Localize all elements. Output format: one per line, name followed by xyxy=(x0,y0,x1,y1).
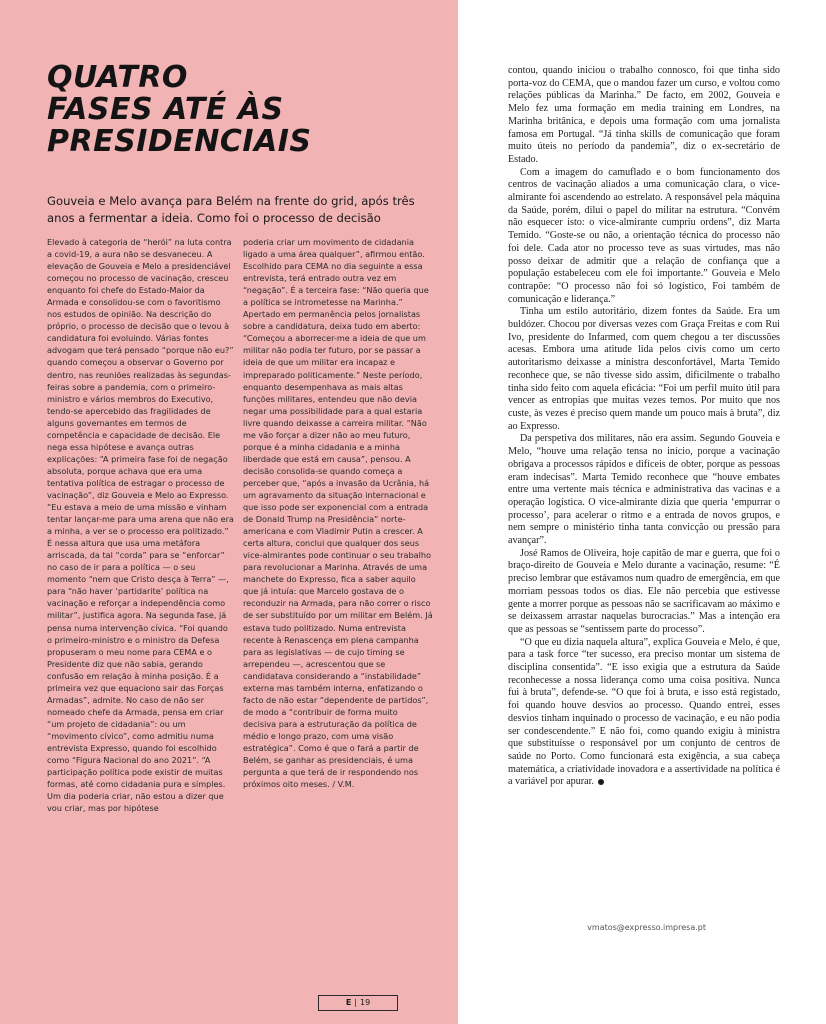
headline-line-3: PRESIDENCIAIS xyxy=(47,124,312,159)
article-paragraph: contou, quando iniciou o trabalho connosco, foi que tinha sido porta-voz do CEMA, que o mandou fazer um curso, e voltou como relações públicas da Marinha.” De facto, em 2002, Gouveia e Melo fez uma formação em media training em Londres, na Marinha britânica, e depois uma formação com uma jornalista famosa em Portugal. “Já tinha skills de comunicação que foram muito úteis no período da pandemia”, diz o ex-secretário de Estado. xyxy=(508,65,780,165)
article-paragraph: Tinha um estilo autoritário, dizem fontes da Saúde. Era um buldózer. Chocou por diversas vezes com Graça Freitas e com Rui Ivo, presidente do Infarmed, com quem chegou a ter discussões acesas. Embora uma atitude lida pelos civis como um certo autoritarismo deixasse a ministra desconfortável, Marta Temido reconhece que, se não tivesse sido assim, dificilmente o trabalho tinha sido feito com aquela eficácia: “Foi um perfil muito útil para vencer as entropias que muitas vezes temos. Por muito que nos custe, às vezes é preciso quem mande um pouco mais à bruta”, diz ao Expresso. xyxy=(508,306,780,432)
article-paragraph-last xyxy=(508,637,780,789)
end-mark-icon xyxy=(598,779,604,785)
page-folio xyxy=(318,995,398,1011)
folio-mark: E xyxy=(345,998,352,1007)
author-email: vmatos@expresso.impresa.pt xyxy=(587,923,706,932)
article-paragraph-text: “O que eu dizia naquela altura”, explica Gouveia e Melo, é que, para a task force “ter sucesso, era preciso montar um sistema de disciplina consentida”. “E isso exigia que a estrutura da Saúde reconhecesse a nossa liderança como uma coisa positiva. Nunca fui à bruta”, defende-se. “O que foi à bruta, e isso está registado, foi quando houve desvios ao processo. Quando entrei, esses desvios tinham inquinado o processo de vacinação, e eu não podia ser condescendente.” E não foi, como quando exigiu à ministra que substituísse o responsável por um conjunto de centros de saúde no Porto. Como funcionará esta exigência, a sua cabeça matemática, a criatividade inovadora e a assertividade na política é a variável por apurar. xyxy=(508,636,780,788)
article-paragraph: Com a imagem do camuflado e o bom funcionamento dos centros de vacinação aliados a uma comunicação clara, o vice-almirante foi ascendendo ao estrelato. A responsável pela máquina da Saúde, porém, dilui o papel do militar na estrutura. “Convém não esquecer isto: o vice-almirante cumpriu ordens”, diz Marta Temido. “Goste-se ou não, a orientação técnica do processo não foi dele. Cada ator no processo teve as suas virtudes, mas não posso deixar de admitir que a relação de confiança que a população estabeleceu com ele foi importante.” Gouveia e Melo contrapõe: “O processo não foi só logístico, Foi também de comunicação e liderança.” xyxy=(508,166,780,305)
main-article-column xyxy=(508,65,780,789)
sidebar-text-right: poderia criar um movimento de cidadania ligado a uma área qualquer”, afirmou então. Escolhido para CEMA no dia seguinte a essa entrevista, terá entrado outra vez em “negação”. É a terceira fase: “Não queria que a política se intrometesse na Marinha.” Apertado em permanência pelos jornalistas sobre a candidatura, deixa tudo em aberto: “Começou a aborrecer-me a ideia de que um militar não podia ter futuro, por se passar a ideia de que um militar era incapaz e impreparado politicamente.” Neste período, enquanto desempenhava as mais altas funções militares, entendeu que não devia negar uma possibilidade para a qual estaria livre quando deixasse a carreira militar. “Não me vão forçar a dizer não ao meu futuro, porque é a minha cidadania e a minha liberdade que está em causa”, pensou. A decisão consolida-se quando começa a perceber que, “após a invasão da Ucrânia, há um agravamento da situação internacional e que isso pode ser exponencial com a entrada de Donald Trump na Presidência” norte-americana e com Vladimir Putin a crescer. A certa altura, conclui que qualquer dos seus vice-almirantes pode continuar o seu trabalho para revolucionar a Marinha. Através de uma manchete do Expresso, fica a saber aquilo que já intuía: que Marcelo gostava de o reconduzir na Armada, para não correr o risco de ser substituído por um militar em Belém. Já estava tudo politizado. Numa entrevista recente à Renascença em plena campanha para as legislativas — de cujo timing se arrependeu —, acrescentou que se candidatava considerando a “instabilidade” externa mas também interna, enfatizando o facto de não estar “dependente de partidos”, de modo a “contribuir de forma muito decisiva para a estruturação da política de médio e longo prazo, com uma visão estratégica”. Como é que o fará a partir de Belém, se ganhar as presidenciais, é uma pergunta a que terá de ir respondendo nos próximos oito meses. / V.M. xyxy=(243,237,433,790)
page-number: 19 xyxy=(359,998,371,1007)
sidebar-column-left xyxy=(47,236,235,814)
standfirst: Gouveia e Melo avança para Belém na frente do grid, após três anos a fermentar a ideia. Como foi o processo de decisão xyxy=(47,194,415,225)
article-paragraph: Da perspetiva dos militares, não era assim. Segundo Gouveia e Melo, “houve uma relação tensa no início, porque a vacinação obrigava a processos rápidos e difíceis de obter, porque as pessoas eram indecisas”. Marta Temido reconhece que “houve embates entre uma vertente mais técnica e administrativa das vacinas e a operação logística. O vice-almirante dizia que queria ‘empurrar o processo’, para acelerar o ritmo e a entrada de novos grupos, e nem sempre o ministério tinha tanta convicção ou pressão para avançar”. xyxy=(508,433,780,547)
folio-separator: | xyxy=(354,998,357,1007)
sidebar-text-left: Elevado à categoria de “herói” na luta contra a covid-19, a aura não se desvaneceu. A elevação de Gouveia e Melo a presidenciável começou no processo de vacinação, cresceu enquanto foi chefe do Estado-Maior da Armada e consolidou-se com o favoritismo nos estudos de opinião. Na descrição do próprio, o processo de decisão que o levou à candidatura foi evoluindo. Várias fontes advogam que terá pensado “porque não eu?” quando começou a observar o Governo por dentro, nas reuniões realizadas às segundas-feiras sobre a pandemia, com o primeiro-ministro e vários membros do Executivo, tendo-se apercebido das fragilidades de alguns governantes em termos de competência e capacidade de decisão. Ele nega essa hipótese e avança outras explicações: “A primeira fase foi de negação absoluta, porque achava que era uma tentativa política de estragar o processo de vacinação”, diz Gouveia e Melo ao Expresso. “Eu estava a meio de uma missão e vinham tentar lançar-me para uma arena que não era a minha, a ver se o processo era politizado.” É nessa altura que usa uma metáfora arriscada, da tal “corda” para se “enforcar” no caso de ir para a política — o seu momento “nem que Cristo desça à Terra” —, para “não haver ‘partidarite’ política na vacinação e reforçar a independência como militar”, justifica agora. Na segunda fase, já pensa numa intervenção cívica. “Foi quando o primeiro-ministro e o ministro da Defesa propuseram o meu nome para CEMA e o Presidente diz que não sabia, gerando confusão em relação à minha posição. É a primeira vez que equaciono sair das Forças Armadas”, admite. No caso de não ser nomeado chefe da Armada, pensa em criar “um projeto de cidadania”: ou um “movimento cívico”, como admitiu numa entrevista Expresso, quando foi escolhido como “Figura Nacional do ano 2021”. “A participação política pode existir de muitas formas, até como cidadania pura e simples. Um dia poderia criar, não estou a dizer que vou criar, mas por hipótese xyxy=(47,237,234,814)
article-paragraph: José Ramos de Oliveira, hoje capitão de mar e guerra, que foi o braço-direito de Gouveia e Melo durante a vacinação, resume: “É preciso lembrar que estávamos num quadro de emergência, em que morriam pessoas todos os dias. Ele não percebia que estivesse gente a morrer porque as pessoas não se sacrificavam ao máximo e se deixassem arrastar naquelas burocracias.” Mas a intenção era que as pessoas se “sentissem parte do processo”. xyxy=(508,547,780,635)
headline-line-2: FASES ATÉ ÀS xyxy=(47,92,284,127)
sidebar-column-right xyxy=(243,236,433,790)
headline xyxy=(47,62,407,158)
headline-line-1: QUATRO xyxy=(47,60,188,95)
